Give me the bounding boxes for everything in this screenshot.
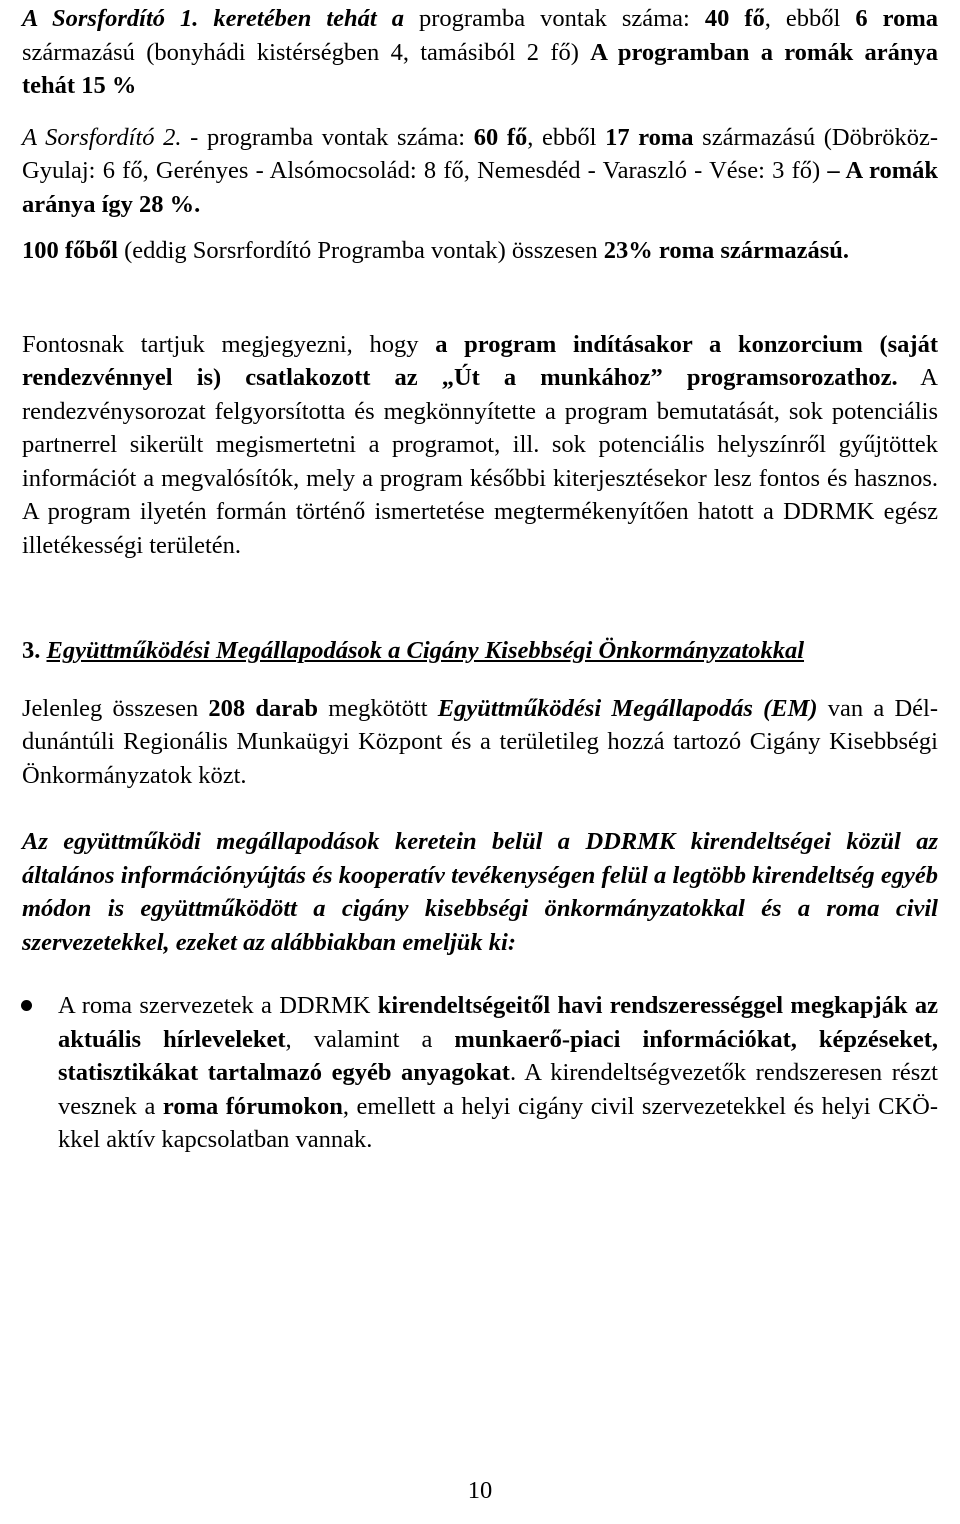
list-item-text: [58, 992, 938, 1153]
text-run: A Sorsfordító 1. keretében tehát a: [22, 5, 404, 32]
paragraph-cooperation-intro: [22, 825, 938, 959]
text-run: 208 darab: [208, 694, 319, 722]
text-run: származású (Döbrököz- Gyulaj: 6 fő, Gerényes - Alsómocsolád: 8 fő, Nemesdéd - Varaszló - Vése: 3 fő): [22, 123, 939, 184]
text-run: . A kirendeltségvezetők rendszeresen részt vesznek a: [58, 1059, 938, 1120]
text-run: A programban a romák aránya tehát 15 %: [22, 38, 938, 99]
list-item: [22, 989, 938, 1157]
text-run: 60 fő: [473, 123, 528, 151]
text-run: – A romák aránya így 28 %.: [22, 157, 938, 218]
paragraph-agreements: [22, 692, 938, 793]
text-run: A rendezvénysorozat felgyorsította és megkönnyítette a program bemutatását, sok potenciális partnerrel sikerült megismertetni a programot, ill. sok potenciális helyszínről gyűjtöttek információt a megvalósítók, mely a program későbbi kiterjesztésekor lesz fontos és hasznos. A program ilyetén formán történő ismertetése megtermékenyítően hatott a DDRMK egész illetékességi területén.: [22, 364, 938, 559]
paragraph-sorsfordito-1: [22, 2, 938, 103]
text-run: Jelenleg összesen: [22, 694, 209, 722]
document-page: [22, 2, 938, 1157]
text-run: Együttműködési Megállapodás (EM): [437, 694, 818, 722]
text-run: 23% roma származású.: [603, 237, 849, 264]
text-run: a program indításakor a konzorcium (saját rendezvénnyel is) csatlakozott az „Út a munkához” programsorozathoz.: [22, 330, 938, 391]
paragraph-consortium: [22, 328, 938, 563]
text-run: 6 roma: [855, 5, 938, 32]
text-run: (eddig Sorsrfordító Programba vontak) összesen: [117, 237, 604, 264]
text-run: munkaerő-piaci információkat, képzéseket, statisztikákat tartalmazó egyéb anyagokat: [58, 1025, 938, 1086]
text-run: A roma szervezetek a DDRMK: [58, 992, 378, 1019]
text-run: , valamint a: [285, 1025, 455, 1053]
paragraph-summary: [22, 234, 938, 268]
text-run: kirendeltségeitől havi rendszerességgel megkapják az aktuális hírleveleket: [58, 992, 938, 1053]
text-run: Az együttműködi megállapodások keretein belül a DDRMK kirendeltségei közül az általános információnyújtás és kooperatív tevékenységen felül a legtöbb kirendeltség egyéb módon is együttműködött a cigány kisebbségi önkormányzatokkal és a roma civil szervezetekkel, ezeket az alábbiakban emeljük ki:: [22, 828, 938, 956]
text-run: származású (bonyhádi kistérségben 4, tamásiból 2 fő): [22, 38, 591, 66]
text-run: A Sorsfordító 2.: [22, 123, 182, 151]
text-run: megkötött: [318, 694, 438, 722]
text-run: Fontosnak tartjuk megjegyezni, hogy: [22, 330, 436, 358]
text-run: , ebből: [764, 5, 856, 32]
text-run: , ebből: [527, 123, 606, 151]
bullet-icon: [21, 1000, 32, 1011]
text-run: 17 roma: [605, 123, 694, 151]
section-title: Együttműködési Megállapodások a Cigány Kisebbségi Önkormányzatokkal: [46, 637, 805, 664]
bullet-list: [22, 989, 938, 1157]
paragraph-sorsfordito-2: [22, 121, 938, 222]
text-run: van a Dél-dunántúli Regionális Munkaügyi Központ és a területileg hozzá tartozó Cigány Kisebbségi Önkormányzatok közt.: [22, 694, 938, 789]
text-run: - programba vontak száma:: [181, 123, 474, 151]
page-number: 10: [467, 1477, 493, 1504]
text-run: , emellett a helyi cigány civil szervezetekkel és helyi CKÖ-kkel aktív kapcsolatban vannak.: [58, 1092, 938, 1153]
section-number: 3.: [22, 637, 41, 664]
text-run: 100 főből: [22, 237, 118, 264]
text-run: roma fórumokon: [162, 1092, 343, 1120]
text-run: 40 fő: [704, 5, 765, 32]
section-heading: [22, 634, 938, 668]
text-run: programba vontak száma:: [404, 5, 705, 32]
